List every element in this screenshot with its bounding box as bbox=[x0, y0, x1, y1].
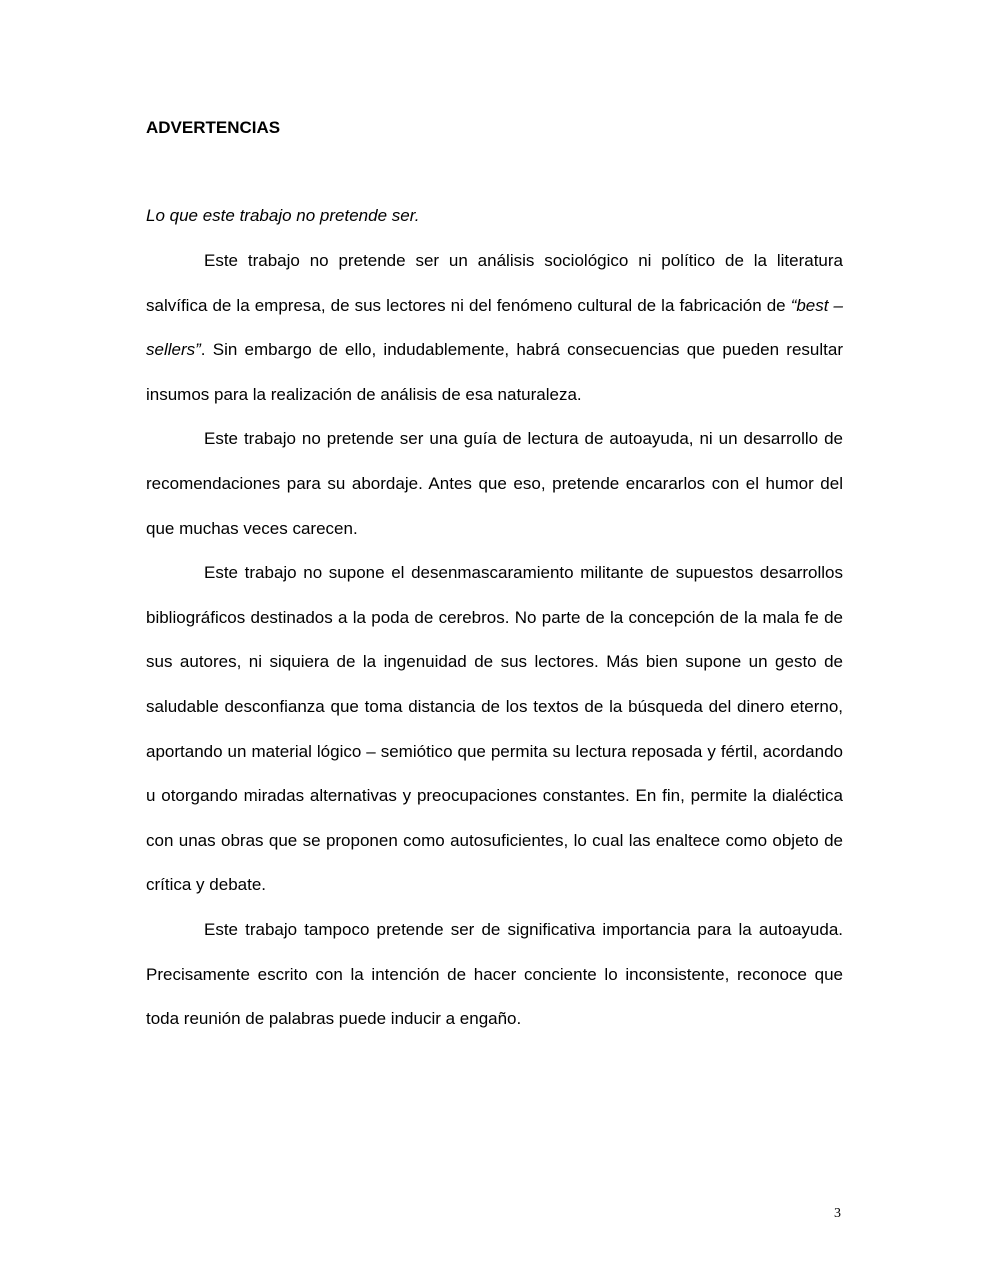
section-heading: ADVERTENCIAS bbox=[146, 118, 281, 137]
paragraph-1 bbox=[146, 239, 843, 417]
paragraph-1-text-end: . Sin embargo de ello, indudablemente, habrá consecuencias que pueden resultar insumos para la realización de análisis de esa naturaleza. bbox=[146, 340, 843, 404]
section-subtitle: Lo que este trabajo no pretende ser. bbox=[146, 206, 420, 225]
paragraph-3: Este trabajo no supone el desenmascaramiento militante de supuestos desarrollos bibliográficos destinados a la poda de cerebros. No parte de la concepción de la mala fe de sus autores, ni siquiera de la ingenuidad de sus lectores. Más bien supone un gesto de saludable desconfianza que toma distancia de los textos de la búsqueda del dinero eterno, aportando un material lógico – semiótico que permita su lectura reposada y fértil, acordando u otorgando miradas alternativas y preocupaciones constantes. En fin, permite la dialéctica con unas obras que se proponen como autosuficientes, lo cual las enaltece como objeto de crítica y debate. bbox=[146, 563, 843, 895]
body-text bbox=[146, 239, 843, 1042]
paragraph-1-text-start: Este trabajo no pretende ser un análisis sociológico ni político de la literatura salvífica de la empresa, de sus lectores ni del fenómeno cultural de la fabricación de bbox=[146, 251, 843, 315]
page-number: 3 bbox=[834, 1206, 841, 1221]
paragraph-4: Este trabajo tampoco pretende ser de significativa importancia para la autoayuda. Precisamente escrito con la intención de hacer conciente lo inconsistente, reconoce que toda reunión de palabras puede inducir a engaño. bbox=[146, 919, 843, 1029]
paragraph-2: Este trabajo no pretende ser una guía de lectura de autoayuda, ni un desarrollo de recomendaciones para su abordaje. Antes que eso, pretende encararlos con el humor del que muchas veces carecen. bbox=[146, 429, 843, 538]
best-sellers-emphasis: “best – sellers” bbox=[146, 295, 843, 360]
